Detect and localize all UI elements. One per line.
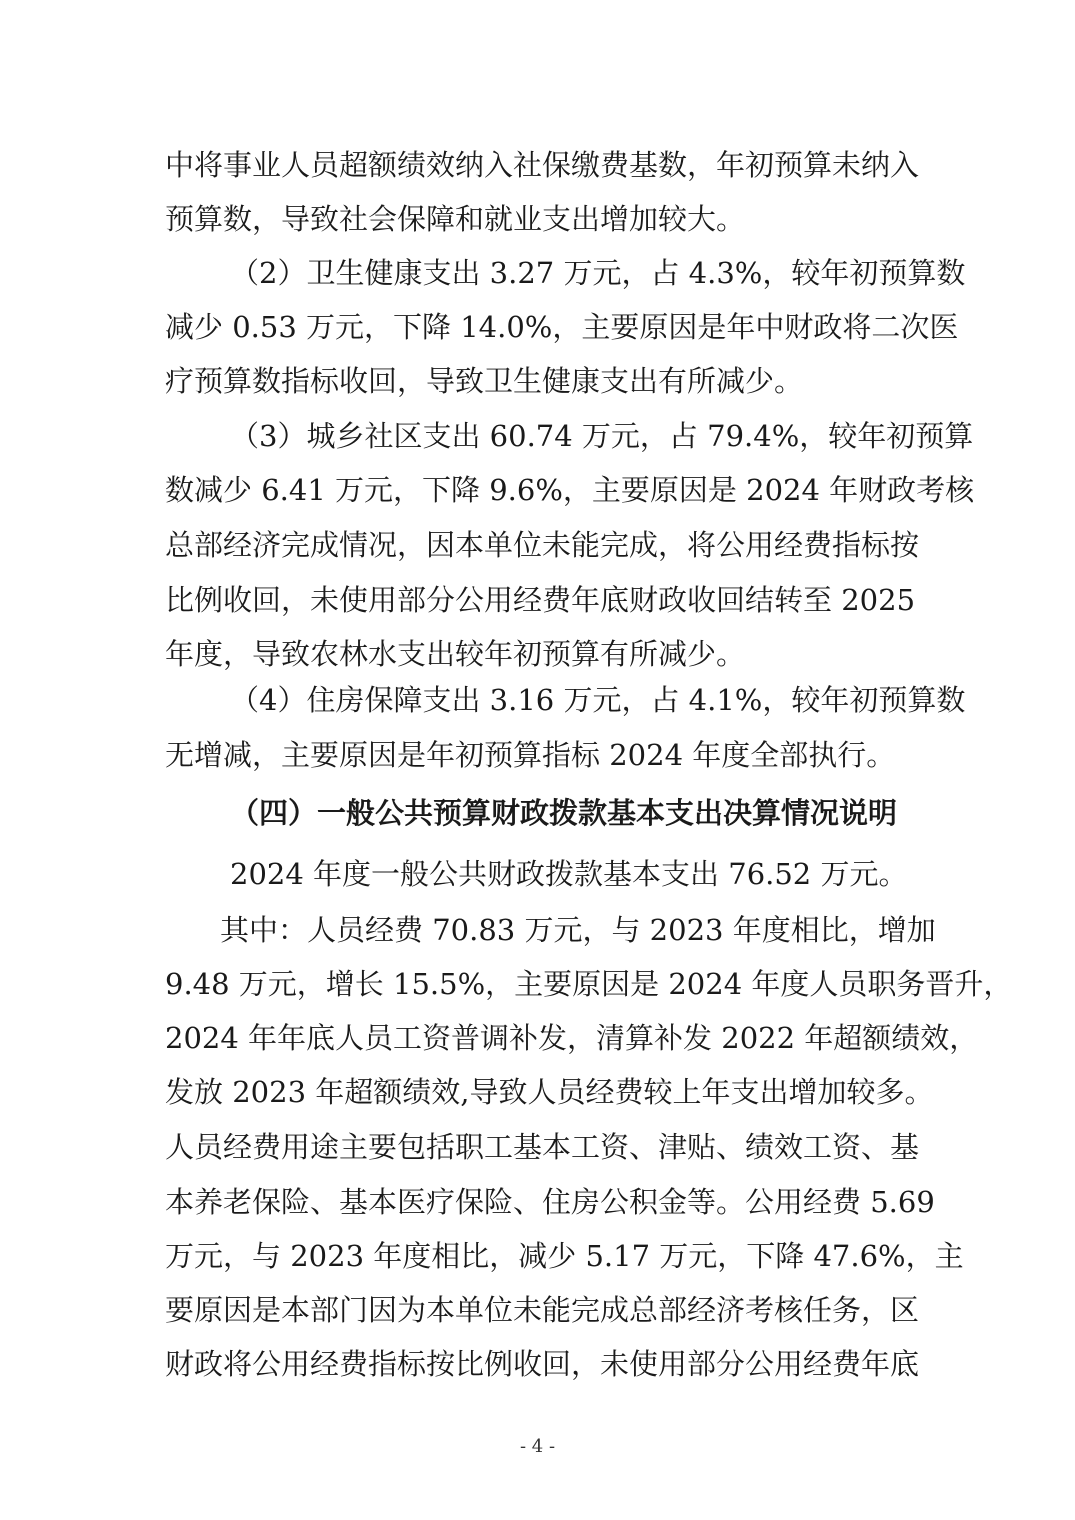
paragraph-line: 人员经费用途主要包括职工基本工资、津贴、绩效工资、基 [165, 1130, 920, 1164]
paragraph-line: （4）住房保障支出 3.16 万元，占 4.1%，较年初预算数 [230, 683, 966, 717]
paragraph-line: 年度，导致农林水支出较年初预算有所减少。 [165, 637, 746, 671]
paragraph-line: 比例收回，未使用部分公用经费年底财政收回结转至 2025 [165, 583, 916, 617]
section-heading: （四）一般公共预算财政拨款基本支出决算情况说明 [230, 796, 898, 830]
paragraph-line: 万元，与 2023 年度相比，减少 5.17 万元，下降 47.6%，主 [165, 1239, 964, 1273]
paragraph-line: 疗预算数指标收回，导致卫生健康支出有所减少。 [165, 364, 804, 398]
paragraph-line: 本养老保险、基本医疗保险、住房公积金等。公用经费 5.69 [165, 1185, 935, 1219]
page-number: - 4 - [519, 1436, 556, 1457]
paragraph-line: （2）卫生健康支出 3.27 万元，占 4.3%，较年初预算数 [230, 256, 966, 290]
paragraph-line: 减少 0.53 万元，下降 14.0%，主要原因是年中财政将二次医 [165, 310, 959, 344]
paragraph-line: 发放 2023 年超额绩效,导致人员经费较上年支出增加较多。 [165, 1075, 934, 1109]
paragraph-line: 2024 年度一般公共财政拨款基本支出 76.52 万元。 [230, 857, 908, 891]
paragraph-line: （3）城乡社区支出 60.74 万元，占 79.4%，较年初预算 [230, 419, 974, 453]
paragraph-line: 预算数，导致社会保障和就业支出增加较大。 [165, 202, 746, 236]
paragraph-line: 数减少 6.41 万元，下降 9.6%，主要原因是 2024 年财政考核 [165, 473, 975, 507]
paragraph-line: 无增减，主要原因是年初预算指标 2024 年度全部执行。 [165, 738, 896, 772]
paragraph-line: 总部经济完成情况，因本单位未能完成，将公用经费指标按 [165, 528, 920, 562]
paragraph-line: 其中：人员经费 70.83 万元，与 2023 年度相比，增加 [220, 913, 936, 947]
paragraph-line: 中将事业人员超额绩效纳入社保缴费基数，年初预算未纳入 [165, 148, 920, 182]
paragraph-line: 财政将公用经费指标按比例收回，未使用部分公用经费年底 [165, 1347, 920, 1381]
paragraph-line: 要原因是本部门因为本单位未能完成总部经济考核任务，区 [165, 1293, 920, 1327]
paragraph-line: 2024 年年底人员工资普调补发，清算补发 2022 年超额绩效， [165, 1021, 979, 1055]
paragraph-line: 9.48 万元，增长 15.5%，主要原因是 2024 年度人员职务晋升， [165, 967, 1013, 1001]
